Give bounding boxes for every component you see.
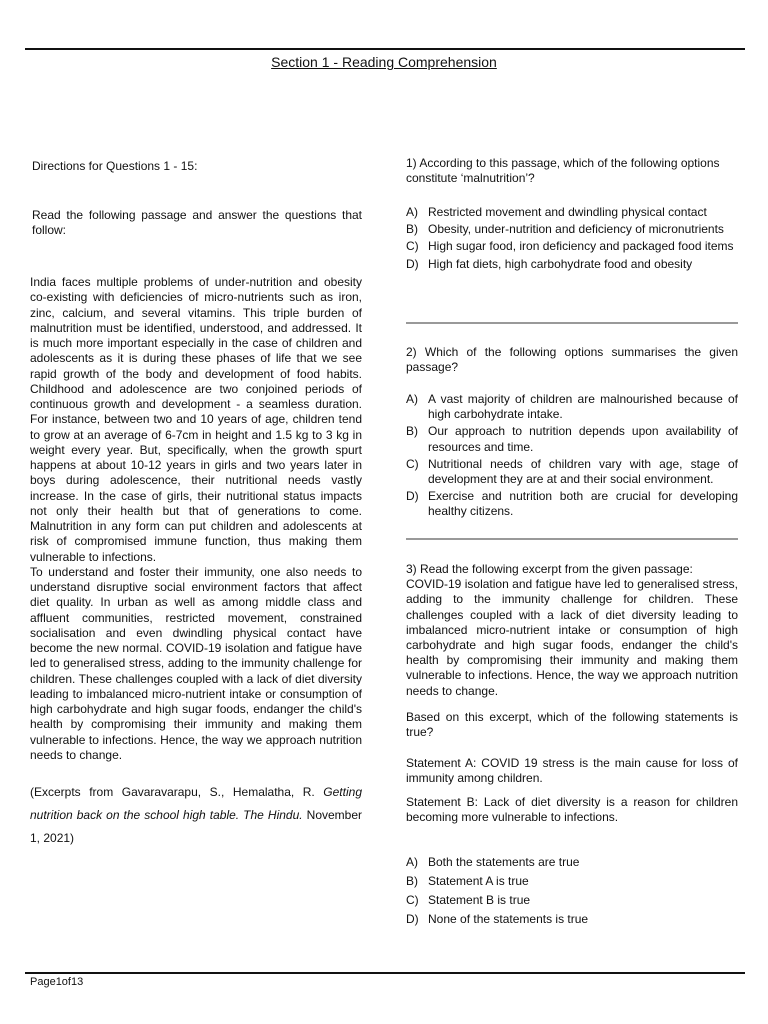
question-1-option-d[interactable]: D) High fat diets, high carbohydrate food and obesity — [406, 256, 693, 271]
citation-authors: (Excerpts from Gavaravarapu, S., Hemalatha, R. — [30, 785, 324, 799]
header-rule — [25, 48, 745, 50]
question-3-option-a[interactable]: A) Both the statements are true — [406, 855, 580, 869]
passage-paragraph-2: To understand and foster their immunity, one also needs to understand disruptive social environment factors that affect diet quality. In urban as well as among middle class and affluent communities, restricted movement, constrained socialisation and even dwindling physical contact have become the new normal. COVID-19 isolation and fatigue have led to generalised stress, adding to the immunity challenge for children. These challenges coupled with a lack of diet diversity leading to imbalanced micro-nutrient intake or consumption of high carbohydrate and high sugar foods, endanger the child's health by compromising their immunity and making them vulnerable to infections. Hence, the way we approach nutrition needs to change. — [30, 564, 362, 762]
citation-date: November 1, 2021) — [30, 808, 362, 845]
section-title: Section 1 - Reading Comprehension — [271, 54, 497, 70]
question-2-option-b[interactable]: B) Our approach to nutrition depends upon availability of resources and time. — [406, 424, 738, 454]
question-2-option-d[interactable]: D) Exercise and nutrition both are crucial for developing healthy citizens. — [406, 489, 738, 519]
question-1-option-c[interactable]: C) High sugar food, iron deficiency and packaged food items — [406, 239, 734, 254]
question-1-option-a[interactable]: A) Restricted movement and dwindling physical contact — [406, 205, 707, 219]
question-1-option-b[interactable]: B) Obesity, under-nutrition and deficiency of micronutrients — [406, 222, 724, 237]
directions-heading: Directions for Questions 1 - 15: — [32, 159, 198, 173]
citation-title: Getting nutrition back on the school high table. The Hindu. — [30, 785, 362, 822]
question-1-options — [406, 205, 738, 274]
question-2-option-c[interactable]: C) Nutritional needs of children vary with age, stage of development they are at and their social environment. — [406, 456, 738, 487]
question-3-stem — [406, 562, 738, 699]
question-2-options — [406, 392, 738, 522]
question-divider — [406, 322, 738, 324]
footer-rule — [25, 972, 745, 974]
question-3-excerpt: COVID-19 isolation and fatigue have led to generalised stress, adding to the immunity challenge for children. These challenges coupled with a lack of diet diversity leading to imbalanced micro-nutrient intake or consumption of high carbohydrate and high sugar foods, endanger the child's health by compromising their immunity and making them vulnerable to infections. Hence, the way we approach nutrition needs to change. — [406, 577, 738, 698]
question-3-options — [406, 854, 738, 930]
question-3-intro: 3) Read the following excerpt from the given passage: — [406, 562, 693, 576]
question-2-stem: 2) Which of the following options summarises the given passage? — [406, 345, 738, 375]
question-2-option-a[interactable]: A) A vast majority of children are malnourished because of high carbohydrate intake. — [406, 392, 738, 422]
reading-passage — [30, 275, 362, 763]
question-1-stem: 1) According to this passage, which of the following options constitute ‘malnutrition’? — [406, 156, 720, 186]
instructions-text: Read the following passage and answer the questions that follow: — [32, 208, 362, 238]
question-3-prompt: Based on this excerpt, which of the following statements is true? — [406, 710, 738, 740]
citation — [30, 781, 362, 850]
passage-paragraph-1: India faces multiple problems of under-nutrition and obesity co-existing with deficiencies of micro-nutrients such as iron, zinc, calcium, and several vitamins. This triple burden of malnutrition must be identified, understood, and addressed. It is much more important especially in the case of children and adolescents as it is during these phases of life that we see rapid growth of the body and development of food habits. Childhood and adolescence are two conjoined periods of continuous growth and development - a seamless duration. For instance, between two and 10 years of age, children tend to grow at an average of 6-7cm in height and 1.5 kg to 3 kg in weight every year. But, specifically, when the growth spurt happens at about 10-12 years in girls and two years later in boys during adolescence, their nutritional needs vastly increase. In the case of girls, their nutritional status impacts not only their health but that of generations to come. Malnutrition in any form can put children and adolescents at risk of compromised immune function, thus making them vulnerable to infections. — [30, 275, 362, 564]
question-3-option-c[interactable]: C) Statement B is true — [406, 893, 531, 907]
question-3-option-d[interactable]: D) None of the statements is true — [406, 912, 589, 926]
question-3-option-b[interactable]: B) Statement A is true — [406, 874, 529, 888]
statement-b: Statement B: Lack of diet diversity is a reason for children becoming more vulnerable to infections. — [406, 795, 738, 825]
statement-a: Statement A: COVID 19 stress is the main cause for loss of immunity among children. — [406, 756, 738, 786]
page-number: Page1of13 — [30, 976, 84, 988]
question-divider — [406, 538, 738, 540]
